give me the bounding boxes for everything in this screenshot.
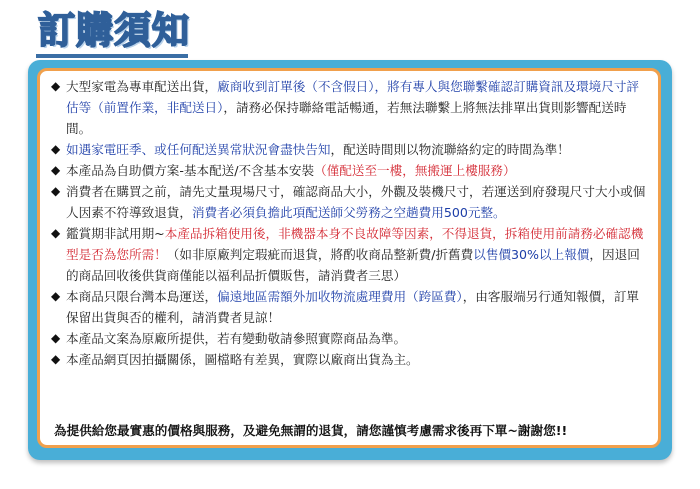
notice-text-segment: 本商品只限台灣本島運送， (66, 289, 218, 304)
notice-item (50, 328, 650, 349)
diamond-bullet-icon: ◆ (51, 79, 61, 93)
notice-text-segment: 鑑賞期非試用期~ (66, 226, 165, 241)
notice-text-segment: 大型家電為專車配送出貨， (66, 79, 218, 94)
notice-text-segment: ，請務必保持聯絡電話暢通，若無法聯繫上將無法排單出貨則影響配送時間。 (66, 100, 627, 136)
notice-item (50, 349, 650, 370)
notice-text-segment: 本產品網頁因拍攝關係，圖檔略有差異，實際以廠商出貨為主。 (66, 352, 419, 367)
diamond-bullet-icon: ◆ (51, 331, 61, 345)
diamond-bullet-icon: ◆ (51, 352, 61, 366)
notice-text-segment: 消費者在購買之前，請先丈量現場尺寸，確認商品大小，外觀及裝機尺寸，若運送到府發現尺寸大小或個人因素不符導致退貨， (66, 184, 646, 220)
notice-item (50, 286, 650, 328)
notice-text-segment: 廠商收到訂單後（不含假日），將有專人與您聯繫確認訂購資訊及環境尺寸評估等（前置作業，非配送日） (66, 79, 640, 115)
diamond-bullet-icon: ◆ (51, 184, 61, 198)
notice-text-segment: 如遇家電旺季、或任何配送異常狀況會盡快告知 (66, 142, 331, 157)
notice-item (50, 181, 650, 223)
diamond-bullet-icon: ◆ (51, 163, 61, 177)
notice-text-segment: 本產品為自助價方案-基本配送/不含基本安裝 (66, 163, 315, 178)
notice-text-segment: ，因退回的商品回收後供貨商僅能以福利品折價販售，請消費者三思） (66, 247, 640, 283)
notice-text-segment: 本產品文案為原廠所提供，若有變動敬請參照實際商品為準。 (66, 331, 407, 346)
summary-text: 為提供給您最實惠的價格與服務，及避免無謂的退貨，請您謹慎考慮需求後再下單~謝謝您!! (54, 423, 568, 438)
title-underline (36, 54, 188, 58)
notice-text-segment: （如非原廠判定瑕疵而退貨，將酌收商品整新費/折舊費 (166, 247, 474, 262)
notice-text-segment: （僅配送至一樓，無搬運上樓服務） (314, 163, 516, 178)
diamond-bullet-icon: ◆ (51, 289, 61, 303)
notice-text-segment: ，由客服端另行通知報價，訂單保留出貨與否的權利，請消費者見諒！ (66, 289, 640, 325)
notice-text-segment: 本產品拆箱使用後，非機器本身不良故障等因素，不得退貨，拆箱使用前請務必確認機型是否為您所需！ (66, 226, 644, 262)
notice-text-segment: 偏遠地區需額外加收物流處理費用（跨區費） (217, 289, 463, 304)
notice-item (50, 160, 650, 181)
notice-text-segment: ，配送時間則以物流聯絡約定的時間為準！ (330, 142, 570, 157)
notice-list (50, 76, 650, 370)
notice-text-segment: 消費者必須負擔此項配送師父勞務之空趟費用500元整。 (191, 205, 506, 220)
notice-text-segment: 以售價30%以上報價 (473, 247, 590, 262)
notice-item (50, 76, 650, 139)
diamond-bullet-icon: ◆ (51, 142, 61, 156)
page-title: 訂購須知 (38, 9, 190, 52)
diamond-bullet-icon: ◆ (51, 226, 61, 240)
notice-item (50, 139, 650, 160)
notice-item (50, 223, 650, 286)
